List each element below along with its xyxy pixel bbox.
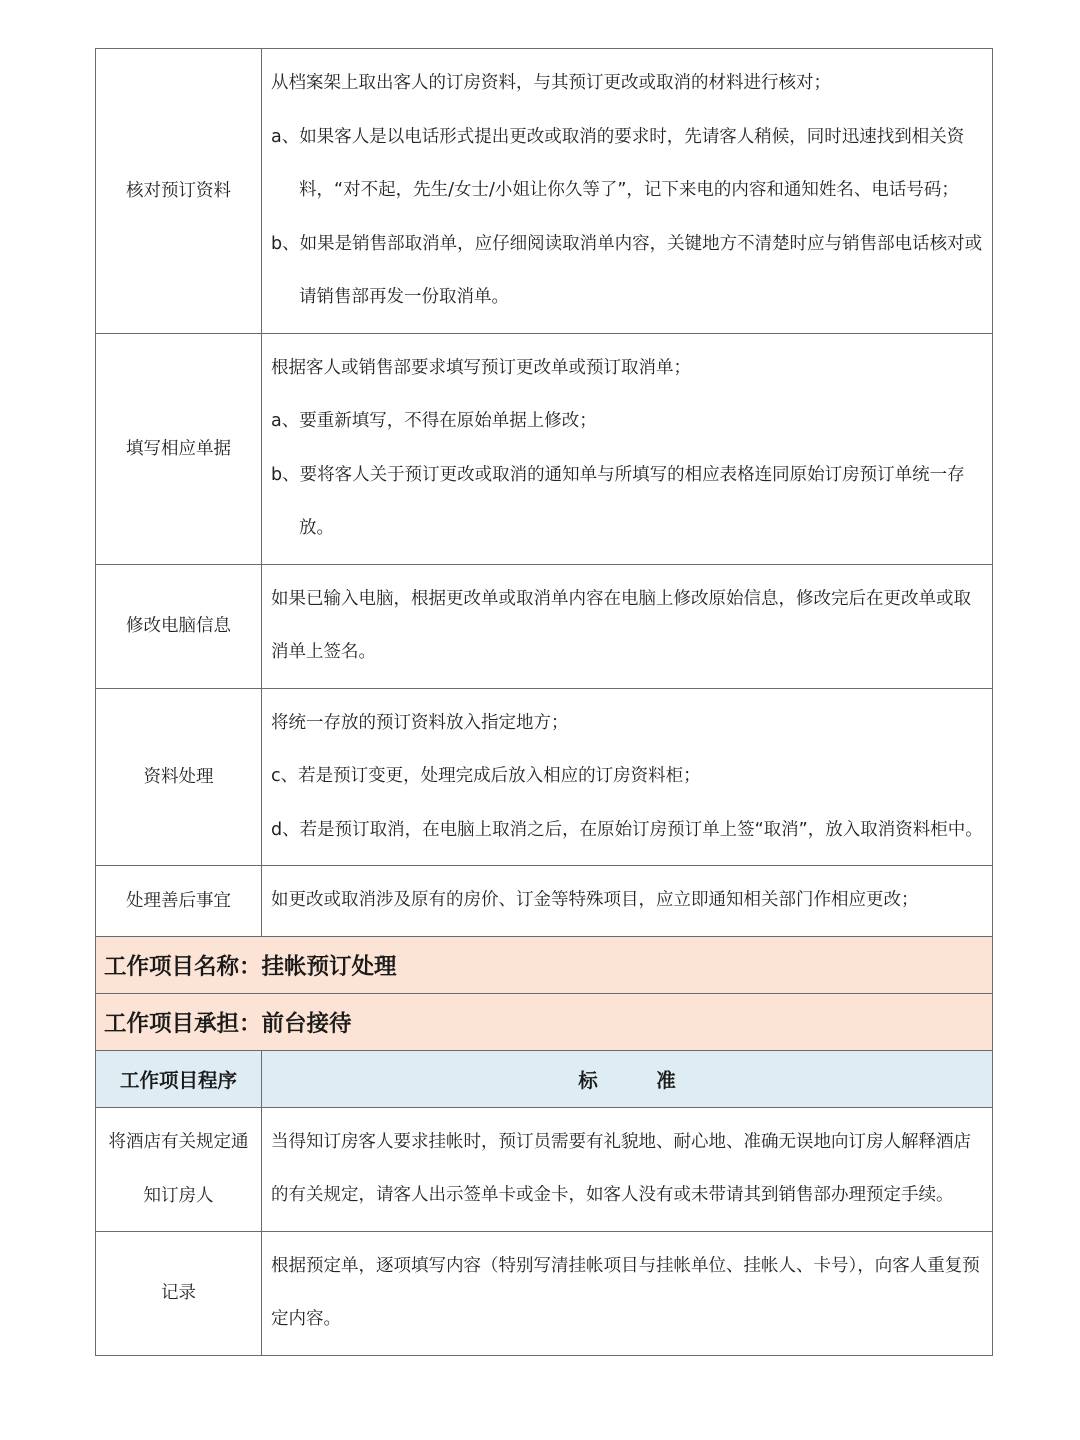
step-label: 修改电脑信息: [96, 564, 262, 688]
step-label: 处理善后事宜: [96, 866, 262, 937]
section-name-row: [96, 936, 993, 993]
paragraph: 根据客人或销售部要求填写预订更改单或预订取消单；: [271, 357, 691, 378]
table-row: [96, 1107, 993, 1231]
step-content: [262, 333, 993, 564]
paragraph: 如更改或取消涉及原有的房价、订金等特殊项目，应立即通知相关部门作相应更改；: [271, 890, 919, 910]
step-content: [262, 49, 993, 334]
section-owner: 工作项目承担：前台接待: [96, 993, 993, 1050]
table-row: [96, 49, 993, 334]
step-label: 将酒店有关规定通知订房人: [96, 1107, 262, 1231]
list-item: c、若是预订变更，处理完成后放入相应的订房资料柜；: [271, 766, 701, 786]
header-standard: 标 准: [262, 1050, 993, 1107]
list-item: b、要将客人关于预订更改或取消的通知单与所填写的相应表格连同原始订房预订单统一存放。: [271, 464, 965, 538]
step-content: [262, 1107, 993, 1231]
paragraph: 从档案架上取出客人的订房资料，与其预订更改或取消的材料进行核对；: [271, 73, 831, 93]
paragraph: 将统一存放的预订资料放入指定地方；: [271, 712, 569, 733]
step-label: 填写相应单据: [96, 333, 262, 564]
procedure-table: [95, 48, 993, 1356]
step-content: [262, 564, 993, 688]
list-item: b、如果是销售部取消单，应仔细阅读取消单内容，关键地方不清楚时应与销售部电话核对或请销售部再发一份取消单。: [271, 233, 983, 307]
step-content: [262, 1231, 993, 1355]
section-owner-row: [96, 993, 993, 1050]
paragraph: 当得知订房客人要求挂帐时，预订员需要有礼貌地、耐心地、准确无误地向订房人解释酒店的有关规定，请客人出示签单卡或金卡，如客人没有或未带请其到销售部办理预定手续。: [271, 1131, 971, 1205]
top-rows: [96, 49, 993, 937]
step-label: 资料处理: [96, 688, 262, 866]
step-content: [262, 866, 993, 937]
paragraph: 如果已输入电脑，根据更改单或取消单内容在电脑上修改原始信息，修改完后在更改单或取消单上签名。: [271, 588, 971, 662]
table-row: [96, 564, 993, 688]
step-label: 记录: [96, 1231, 262, 1355]
section-name: 工作项目名称：挂帐预订处理: [96, 936, 993, 993]
list-item: a、要重新填写，不得在原始单据上修改；: [271, 411, 597, 431]
list-item: a、如果客人是以电话形式提出更改或取消的要求时，先请客人稍候，同时迅速找到相关资料，“对不起，先生/女士/小姐让你久等了”，记下来电的内容和通知姓名、电话号码；: [271, 126, 965, 200]
table-row: [96, 866, 993, 937]
table-row: [96, 688, 993, 866]
table-header-row: [96, 1050, 993, 1107]
bottom-rows: [96, 1107, 993, 1355]
header-procedure: 工作项目程序: [96, 1050, 262, 1107]
paragraph: 根据预定单，逐项填写内容（特别写清挂帐项目与挂帐单位、挂帐人、卡号），向客人重复预定内容。: [271, 1255, 980, 1329]
table-row: [96, 1231, 993, 1355]
step-label: 核对预订资料: [96, 49, 262, 334]
step-content: [262, 688, 993, 866]
list-item: d、若是预订取消，在电脑上取消之后，在原始订房预订单上签“取消”，放入取消资料柜中。: [271, 819, 983, 840]
table-row: [96, 333, 993, 564]
